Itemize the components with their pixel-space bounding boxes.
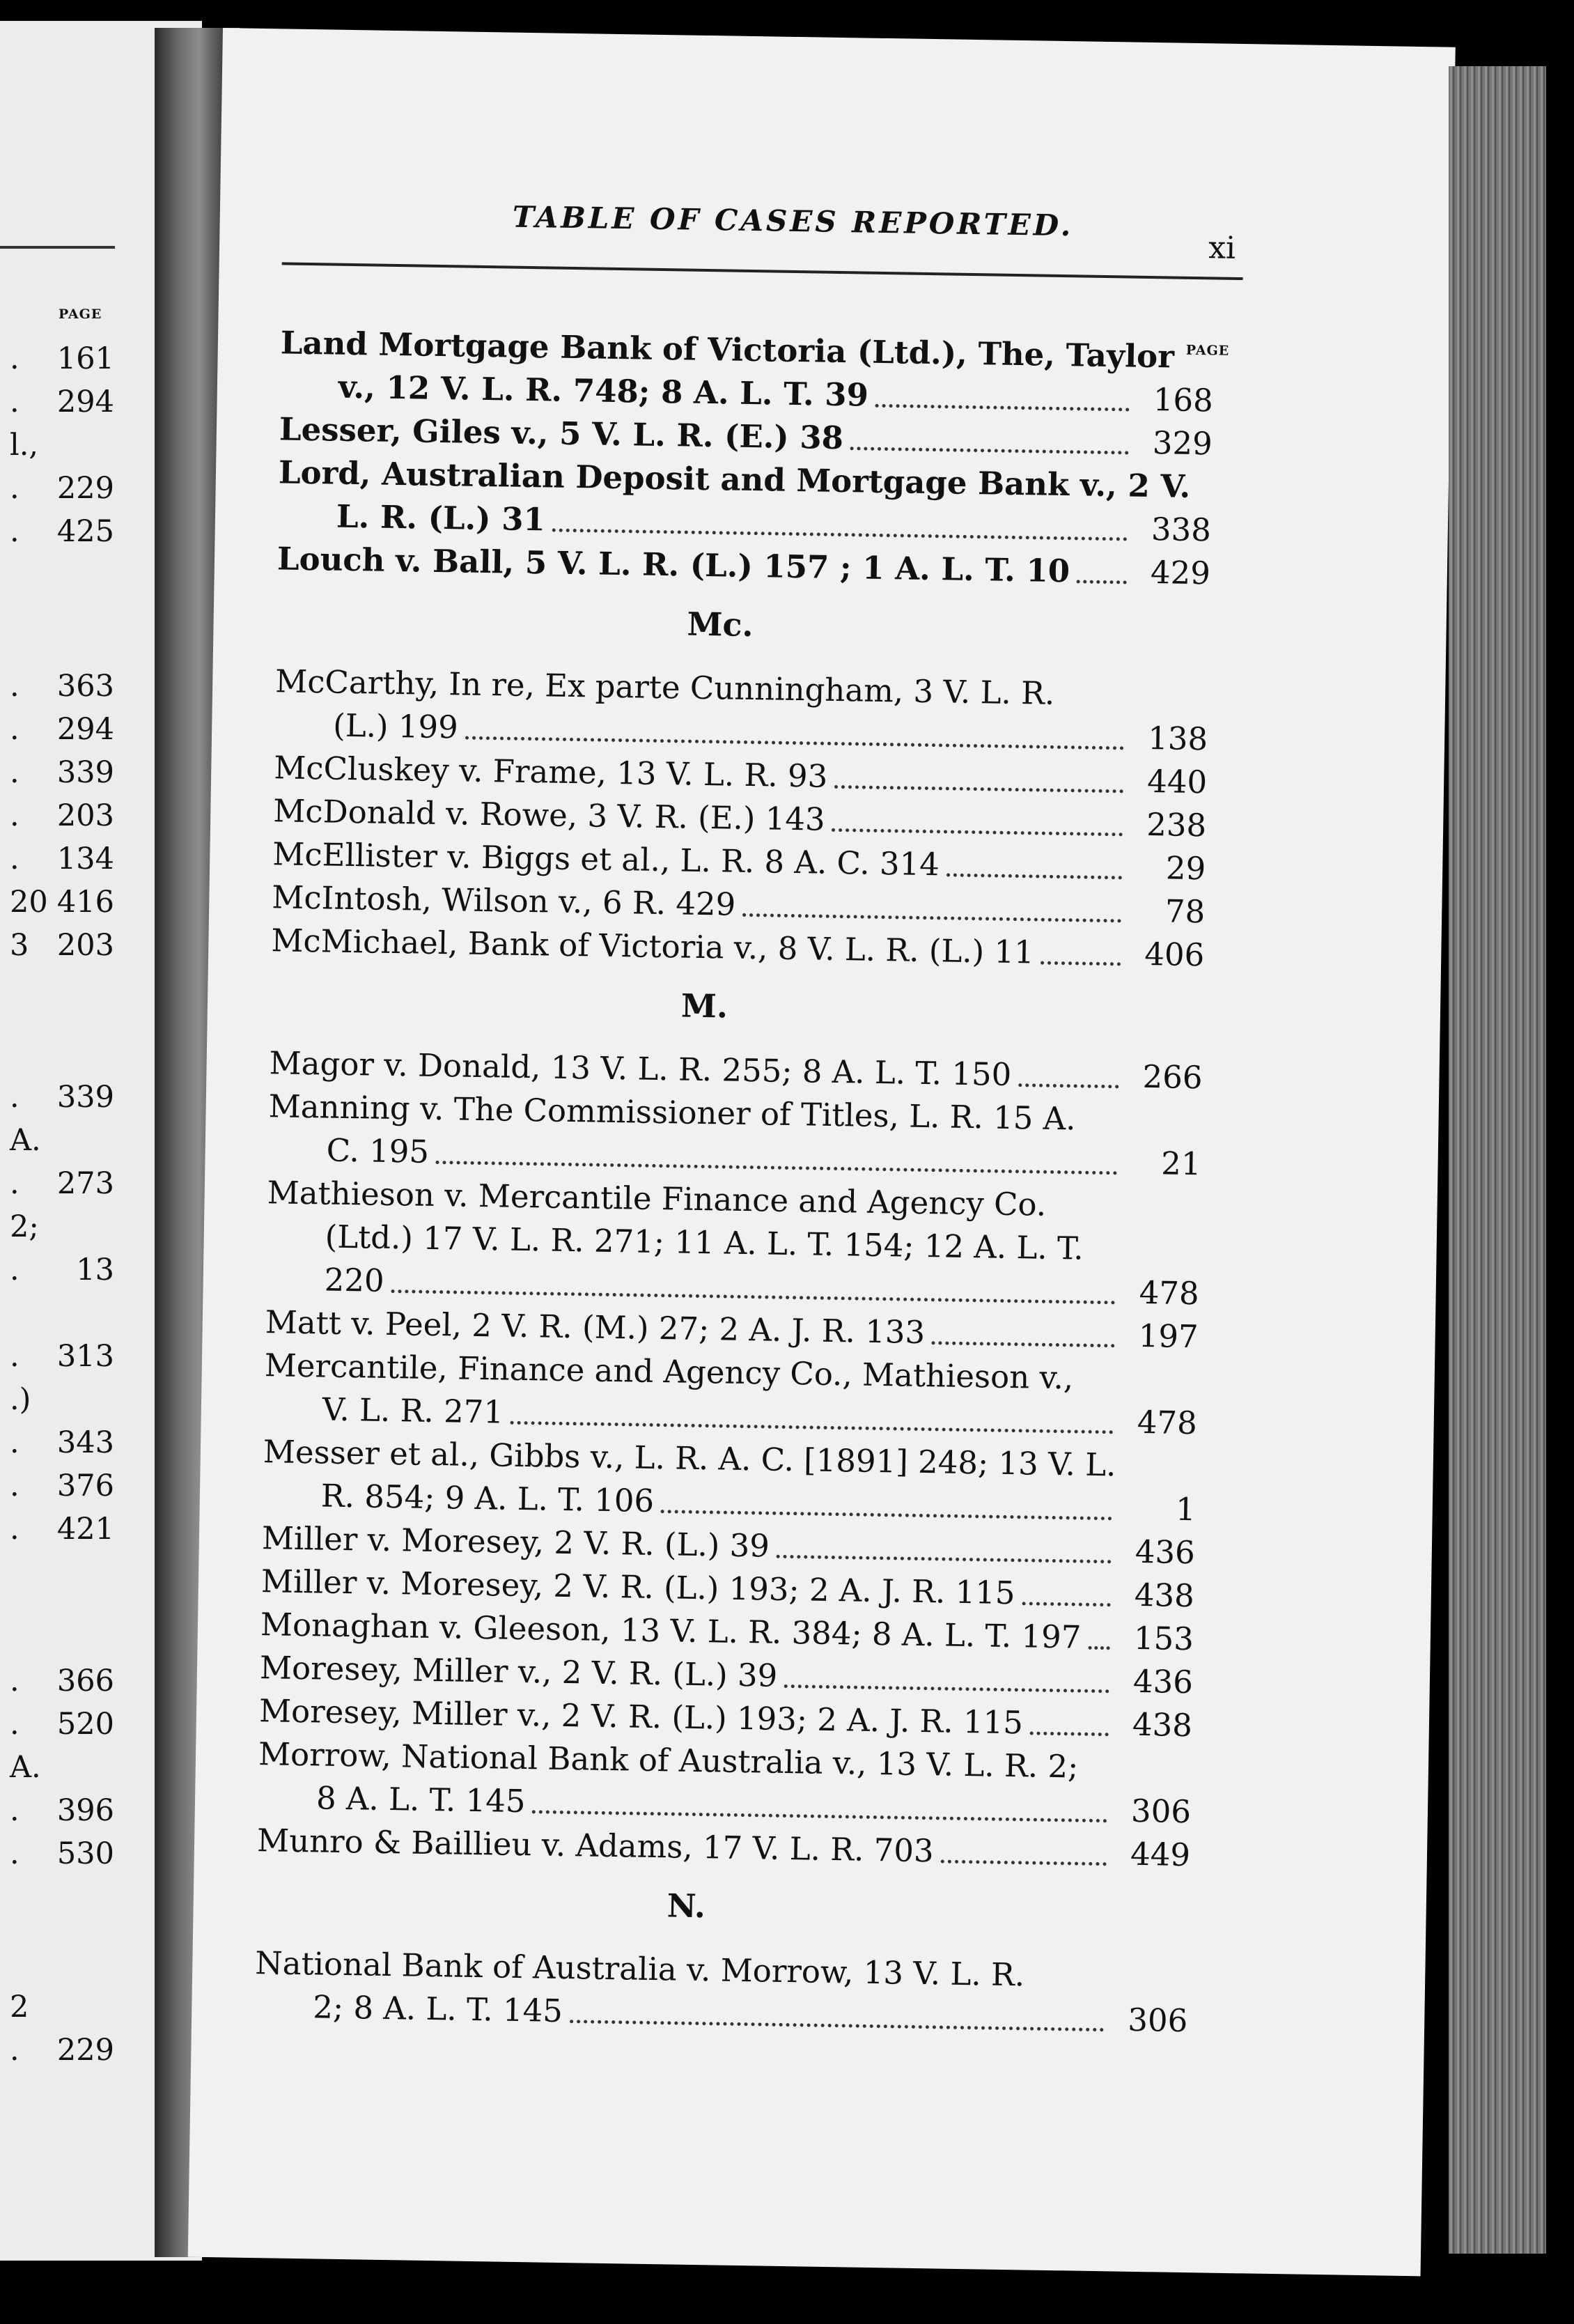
case-page-number: 1 (1175, 1490, 1197, 1528)
previous-page-row-page: 396 (56, 1793, 114, 1828)
previous-page-row-page: 134 (56, 842, 114, 876)
case-entry (254, 1942, 1189, 2043)
case-citation-text: McDonald v. Rowe, 3 V. R. (E.) 143 (272, 792, 825, 838)
case-page-number: 438 (1132, 1705, 1193, 1744)
previous-page-row-page: 294 (56, 712, 114, 747)
previous-page-row (0, 669, 120, 709)
dot-leader (1022, 1602, 1110, 1606)
previous-page-row-fragment: . (10, 1512, 20, 1547)
case-page-number: 429 (1150, 554, 1211, 592)
previous-page-row (0, 1166, 120, 1207)
previous-page-row (0, 1382, 120, 1423)
case-citation-text: L. R. (L.) 31 (336, 497, 546, 539)
previous-page-row (0, 755, 120, 796)
case-entry (274, 660, 1209, 761)
dot-leader (932, 1341, 1115, 1347)
previous-page-row-fragment: . (10, 1080, 20, 1115)
case-page-number: 306 (1130, 1792, 1192, 1831)
dot-leader (742, 913, 1121, 923)
case-citation-text: Manning v. The Commissioner of Titles, L. R. 15 A. (268, 1087, 1076, 1138)
previous-page-header-rule (0, 246, 115, 249)
dot-leader (875, 404, 1130, 412)
case-page-number: 29 (1165, 849, 1206, 888)
case-entry (279, 321, 1214, 422)
dot-leader (511, 1421, 1114, 1434)
previous-page-row (0, 514, 120, 555)
previous-page-row-fragment: . (10, 514, 20, 549)
case-citation-text: McIntosh, Wilson v., 6 R. 429 (271, 878, 736, 923)
previous-page-row-page: 366 (56, 1664, 114, 1698)
previous-page-row-fragment: . (10, 341, 20, 376)
previous-page-row (0, 1339, 120, 1379)
previous-page-row-fragment: . (10, 1339, 20, 1374)
case-citation-text: Miller v. Moresey, 2 V. R. (L.) 39 (261, 1519, 770, 1565)
previous-page-row-fragment: . (10, 1836, 20, 1871)
case-citation-text: Magor v. Donald, 13 V. L. R. 255; 8 A. L. T. 150 (269, 1044, 1012, 1093)
previous-page-row-fragment: 2; (10, 1209, 39, 1244)
case-citation-text: Land Mortgage Bank of Victoria (Ltd.), The, Taylor (280, 324, 1175, 375)
previous-page-row (0, 712, 120, 752)
case-citation-text: National Bank of Australia v. Morrow, 13 V. L. R. (254, 1944, 1025, 1994)
dot-leader (465, 736, 1123, 750)
previous-page-row (0, 385, 120, 425)
dot-leader (661, 1510, 1112, 1520)
section-heading: M. (680, 986, 728, 1025)
case-page-number: 440 (1146, 762, 1208, 801)
previous-page-row (0, 1425, 120, 1466)
case-citation-text: McCarthy, In re, Ex parte Cunningham, 3 V. L. R. (274, 663, 1055, 712)
case-entry (262, 1430, 1197, 1531)
previous-page-row (0, 1707, 120, 1747)
dot-leader (850, 447, 1129, 454)
previous-page-row-fragment: . (10, 712, 20, 747)
previous-page-row-page: 376 (56, 1469, 114, 1503)
case-page-number: 238 (1146, 805, 1207, 844)
case-page-number: 478 (1137, 1403, 1198, 1442)
dot-leader (1030, 1732, 1109, 1737)
case-page-number: 449 (1130, 1835, 1191, 1874)
dot-leader (1018, 1083, 1119, 1088)
header-rule (282, 262, 1243, 280)
previous-page-row-fragment: 20 (10, 885, 48, 920)
dot-leader (784, 1684, 1109, 1693)
previous-page-row-fragment: . (10, 1425, 20, 1460)
previous-page-row-fragment: . (10, 755, 20, 790)
previous-page-row (0, 341, 120, 382)
dot-leader (1088, 1646, 1110, 1650)
section-heading: N. (667, 1887, 706, 1926)
previous-page-row-fragment: . (10, 471, 20, 506)
previous-page-row-page: 229 (56, 471, 114, 506)
previous-page-row (0, 1080, 120, 1120)
case-citation-text: C. 195 (326, 1131, 430, 1170)
previous-page-row-page: 425 (56, 514, 114, 549)
case-citation-text: (Ltd.) 17 V. L. R. 271; 11 A. L. T. 154; 12 A. L. T. (325, 1218, 1084, 1267)
case-page-number: 138 (1147, 719, 1208, 758)
case-citation-text: Moresey, Miller v., 2 V. R. (L.) 193; 2 A. J. R. 115 (258, 1692, 1024, 1742)
dot-leader (391, 1289, 1115, 1304)
previous-page-row-page: 203 (56, 928, 114, 963)
case-citation-text: R. 854; 9 A. L. T. 106 (320, 1477, 655, 1519)
dot-leader (1041, 961, 1121, 966)
case-page-number: 329 (1152, 424, 1213, 463)
previous-page-row (0, 2033, 120, 2073)
previous-page-row-page: 161 (56, 341, 114, 376)
case-citation-text: Monaghan v. Gleeson, 13 V. L. R. 384; 8 A. L. T. 197 (260, 1606, 1082, 1656)
case-entry (263, 1344, 1198, 1445)
case-citation-text: McEllister v. Biggs et al., L. R. 8 A. C. 314 (272, 835, 940, 883)
case-page-number: 153 (1133, 1619, 1194, 1658)
previous-page-row (0, 1253, 120, 1293)
case-page-number: 438 (1134, 1576, 1195, 1615)
previous-page-row-fragment: . (10, 1253, 20, 1287)
previous-page-row-page: 13 (76, 1253, 114, 1287)
dot-leader (946, 873, 1122, 879)
previous-page-row-fragment: . (10, 669, 20, 704)
case-citation-text: Louch v. Ball, 5 V. L. R. (L.) 157 ; 1 A. L. T. 10 (276, 540, 1070, 590)
previous-page-row (0, 1469, 120, 1509)
previous-page-row-fragment: . (10, 1469, 20, 1503)
previous-page-row-page: 203 (56, 798, 114, 833)
previous-page-row-page: 416 (56, 885, 114, 920)
dot-leader (552, 529, 1128, 541)
previous-page-column-label: PAGE (59, 307, 102, 322)
previous-page-row (0, 1990, 120, 2030)
case-citation-text: Mercantile, Finance and Agency Co., Mathieson v., (264, 1347, 1074, 1397)
case-citation-text: Matt v. Peel, 2 V. R. (M.) 27; 2 A. J. R. 133 (265, 1303, 926, 1351)
previous-page-row-fragment: . (10, 1793, 20, 1828)
previous-page-row (0, 1750, 120, 1790)
case-citation-text: Lesser, Giles v., 5 V. L. R. (E.) 38 (279, 410, 844, 457)
case-citation-text: 8 A. L. T. 145 (315, 1779, 526, 1820)
case-page-number: 78 (1164, 892, 1206, 931)
previous-page-row-fragment: 2 (10, 1990, 29, 2024)
case-page-number: 168 (1153, 381, 1214, 419)
case-entry (258, 1733, 1192, 1834)
case-page-number: 306 (1127, 2001, 1188, 2040)
previous-page-row-fragment: A. (10, 1123, 41, 1158)
previous-page-row (0, 798, 120, 839)
previous-page-row-page: 273 (56, 1166, 114, 1201)
previous-page-row-fragment: . (10, 1166, 20, 1201)
page-title: TABLE OF CASES REPORTED. (512, 199, 1074, 243)
previous-page-row-page: 339 (56, 755, 114, 790)
previous-page-row (0, 1793, 120, 1834)
case-entry (278, 451, 1213, 552)
case-citation-text: McMichael, Bank of Victoria v., 8 V. L. R. (L.) 11 (271, 922, 1035, 971)
previous-page-row-page: 313 (56, 1339, 114, 1374)
previous-page-row-page: 520 (56, 1707, 114, 1742)
case-page-number: 478 (1139, 1273, 1200, 1312)
previous-page-row (0, 1512, 120, 1552)
dot-leader (777, 1555, 1112, 1564)
previous-page-row-fragment: 3 (10, 928, 29, 963)
previous-page-row (0, 471, 120, 511)
dot-leader (834, 785, 1123, 793)
dot-leader (570, 2020, 1104, 2031)
previous-page-row-fragment: . (10, 798, 20, 833)
dot-leader (436, 1161, 1118, 1175)
previous-page-row (0, 1836, 120, 1877)
case-entry (265, 1171, 1201, 1315)
previous-page-row (0, 1123, 120, 1163)
previous-page-row-page: 530 (56, 1836, 114, 1871)
previous-page-row-fragment: . (10, 2033, 20, 2068)
page-number: xi (1208, 230, 1236, 266)
case-page-number: 197 (1138, 1317, 1199, 1356)
section-heading: Mc. (687, 605, 754, 644)
previous-page-row (0, 1664, 120, 1704)
page-edges (1449, 66, 1546, 2254)
previous-page-row-fragment: A. (10, 1750, 41, 1785)
dot-leader (832, 828, 1123, 837)
previous-page-row-fragment: .) (10, 1382, 31, 1417)
previous-page-row-page: 343 (56, 1425, 114, 1460)
previous-page-row-page: 421 (56, 1512, 114, 1547)
previous-page-row (0, 428, 120, 468)
dot-leader (940, 1860, 1106, 1866)
previous-page-row-page: 339 (56, 1080, 114, 1115)
previous-page-row-fragment: l., (10, 428, 39, 463)
case-page-number: 338 (1151, 511, 1212, 549)
previous-page-row-fragment: . (10, 1664, 20, 1698)
case-page-number: 436 (1132, 1662, 1194, 1701)
previous-page-row (0, 1209, 120, 1250)
case-page-number: 21 (1160, 1145, 1201, 1183)
case-page-number: 406 (1144, 935, 1205, 974)
case-citation-text: Messer et al., Gibbs v., L. R. A. C. [1891] 248; 13 V. L. (263, 1433, 1116, 1484)
case-citation-text: V. L. R. 271 (322, 1390, 504, 1431)
previous-page-row-page: 229 (56, 2033, 114, 2068)
previous-page-row-fragment: . (10, 842, 20, 876)
case-citation-text: Lord, Australian Deposit and Mortgage Bank v., 2 V. (278, 454, 1191, 505)
case-citation-text: 2; 8 A. L. T. 145 (312, 1988, 563, 2030)
case-citation-text: 220 (324, 1261, 385, 1299)
page-column-label: PAGE (1185, 342, 1230, 359)
case-citation-text: Mathieson v. Mercantile Finance and Agency Co. (267, 1174, 1047, 1223)
previous-page-row (0, 928, 120, 968)
previous-page-row (0, 885, 120, 925)
case-citation-text: Moresey, Miller v., 2 V. R. (L.) 39 (259, 1649, 778, 1694)
case-citation-text: Munro & Baillieu v. Adams, 17 V. L. R. 703 (256, 1822, 935, 1870)
dot-leader (532, 1810, 1107, 1822)
previous-page-row-fragment: . (10, 385, 20, 419)
case-citation-text: (L.) 199 (332, 706, 459, 746)
case-citation-text: Miller v. Moresey, 2 V. R. (L.) 193; 2 A. J. R. 115 (260, 1563, 1015, 1612)
case-citation-text: McCluskey v. Frame, 13 V. L. R. 93 (273, 749, 828, 795)
case-page-number: 266 (1142, 1058, 1203, 1097)
previous-page-row-page: 294 (56, 385, 114, 419)
case-entry (267, 1085, 1202, 1186)
case-citation-text: Morrow, National Bank of Australia v., 13 V. L. R. 2; (258, 1735, 1079, 1785)
previous-page-row (0, 842, 120, 882)
previous-page-row-fragment: . (10, 1707, 20, 1742)
case-page-number: 436 (1135, 1533, 1196, 1572)
previous-page-row-page: 363 (56, 669, 114, 704)
main-page (188, 28, 1456, 2276)
dot-leader (1077, 580, 1127, 584)
case-citation-text: v., 12 V. L. R. 748; 8 A. L. T. 39 (338, 368, 869, 414)
